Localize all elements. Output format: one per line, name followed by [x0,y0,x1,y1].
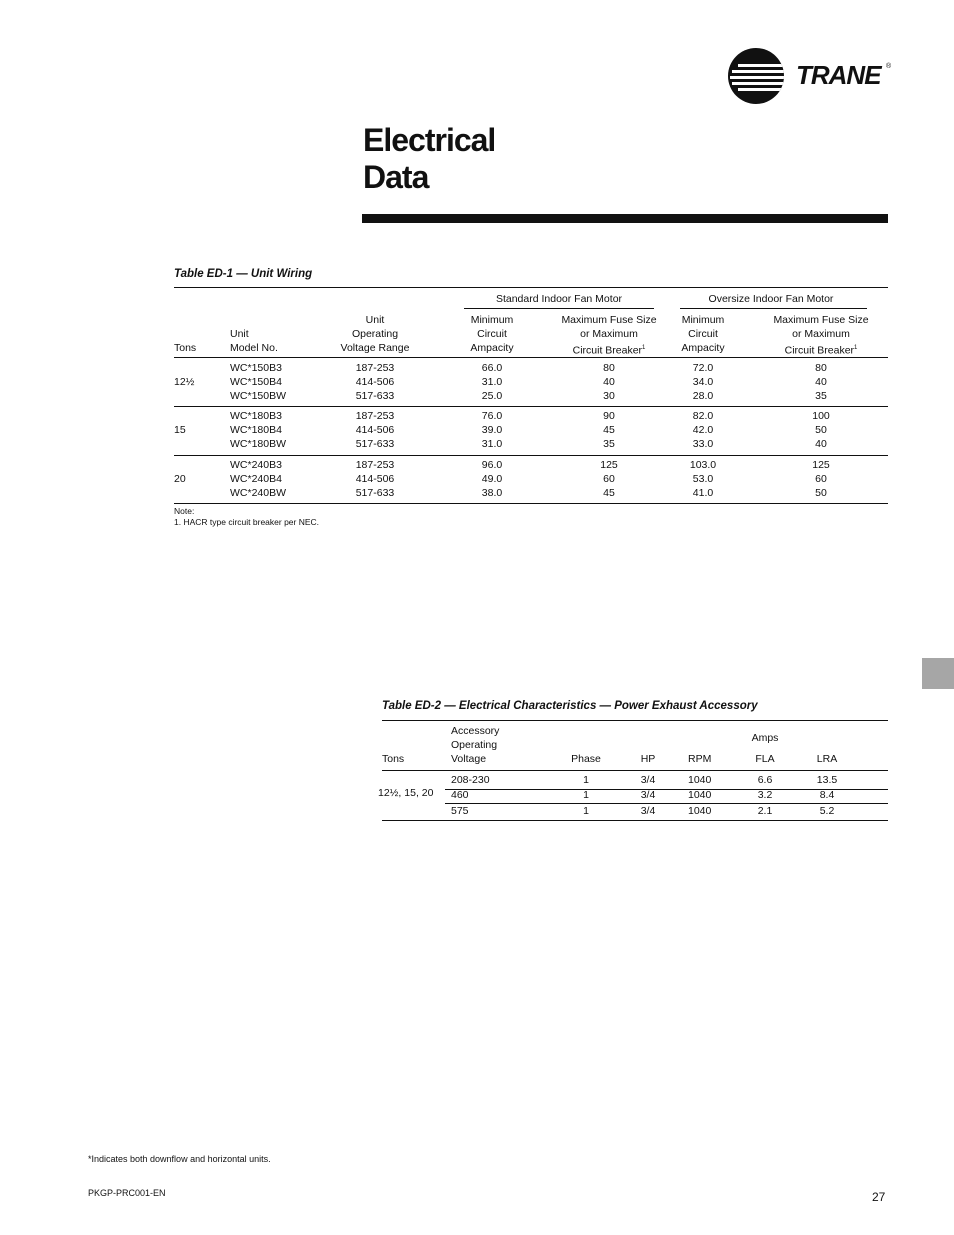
col-header-std-mca: Minimum Circuit Ampacity [470,314,514,354]
table2-title: Table ED-2 — Electrical Characteristics — Power Exhaust Accessory [382,700,758,712]
page-number: 27 [872,1190,886,1204]
t2-lra-cell: 8.4 [819,789,835,801]
table1-note: Note: 1. HACR type circuit breaker per NEC. [174,506,320,527]
logo-wordmark: TRANE [796,60,881,90]
ovr-mfs-cell: 100 50 40 [812,410,830,450]
ovr-mca-cell: 72.0 34.0 28.0 [692,362,714,402]
t2-header-phase: Phase [571,753,601,765]
table2-header-rule [382,770,888,771]
col-header-ovr-mca: Minimum Circuit Ampacity [681,314,725,354]
table1-title: Table ED-1 — Unit Wiring [174,268,313,280]
doc-number: PKGP-PRC001-EN [88,1188,166,1198]
col-header-unit-model: Unit Model No. [230,328,278,354]
col-header-std-mfs: Maximum Fuse Size or Maximum Circuit Breaker$^1$ [561,314,657,357]
footnote: *Indicates both downflow and horizontal units. [88,1154,271,1164]
std-mfs-cell: 80 40 30 [603,362,615,402]
group-header-standard: Standard Indoor Fan Motor [495,293,623,305]
std-mfs-cell: 90 45 35 [603,410,615,450]
logo-registered-mark: ® [886,63,892,70]
std-mca-cell: 96.0 49.0 38.0 [481,459,503,499]
t2-hp-cell: 3/4 [640,774,656,786]
t2-phase-cell: 1 [583,805,589,817]
group-header-oversize: Oversize Indoor Fan Motor [708,293,834,305]
table2-top-rule [382,720,888,721]
page-title-line2: Data [363,159,429,195]
ovr-mca-cell: 103.0 53.0 41.0 [689,459,717,499]
group-tons: 15 [174,424,186,436]
std-mca-cell: 76.0 39.0 31.0 [481,410,503,450]
t2-lra-cell: 13.5 [816,774,838,786]
t2-fla-cell: 3.2 [757,789,773,801]
voltage-cell: 187-253 414-506 517-633 [355,410,395,450]
t2-fla-cell: 6.6 [757,774,773,786]
t2-header-rpm: RPM [688,753,712,765]
t2-voltage-cell: 575 [451,805,469,817]
table2-bottom-rule [382,820,888,821]
t2-lra-cell: 5.2 [819,805,835,817]
t2-header-fla: FLA [755,753,775,765]
t2-phase-cell: 1 [583,789,589,801]
t2-header-hp: HP [640,753,656,765]
voltage-cell: 187-253 414-506 517-633 [355,362,395,402]
group-tons: 20 [174,473,186,485]
t2-header-voltage: Accessory Operating Voltage [451,725,500,765]
t2-voltage-cell: 460 [451,789,469,801]
voltage-cell: 187-253 414-506 517-633 [355,459,395,499]
group-tons: 12½ [174,376,195,388]
std-mfs-cell: 125 60 45 [600,459,618,499]
t2-rpm-cell: 1040 [688,789,712,801]
t2-tons-cell: 12½, 15, 20 [378,787,434,799]
page-title-line1: Electrical [363,122,496,158]
std-mca-cell: 66.0 31.0 25.0 [481,362,503,402]
t2-fla-cell: 2.1 [757,805,773,817]
t2-header-amps: Amps [751,732,779,744]
t2-rpm-cell: 1040 [688,805,712,817]
ovr-mfs-cell: 80 40 35 [815,362,827,402]
col-header-tons: Tons [174,342,197,354]
model-cell: WC*180B3 WC*180B4 WC*180BW [230,410,287,450]
model-cell: WC*240B3 WC*240B4 WC*240BW [230,459,287,499]
t2-header-lra: LRA [816,753,838,765]
ovr-mfs-cell: 125 60 50 [812,459,830,499]
t2-header-tons: Tons [382,753,405,765]
t2-hp-cell: 3/4 [640,805,656,817]
model-cell: WC*150B3 WC*150B4 WC*150BW [230,362,287,402]
t2-hp-cell: 3/4 [640,789,656,801]
t2-rpm-cell: 1040 [688,774,712,786]
col-header-ovr-mfs: Maximum Fuse Size or Maximum Circuit Breaker$^1$ [773,314,869,357]
ovr-mca-cell: 82.0 42.0 33.0 [692,410,714,450]
t2-voltage-cell: 208-230 [451,774,490,786]
col-header-voltage: Unit Operating Voltage Range [340,314,410,354]
t2-phase-cell: 1 [583,774,589,786]
